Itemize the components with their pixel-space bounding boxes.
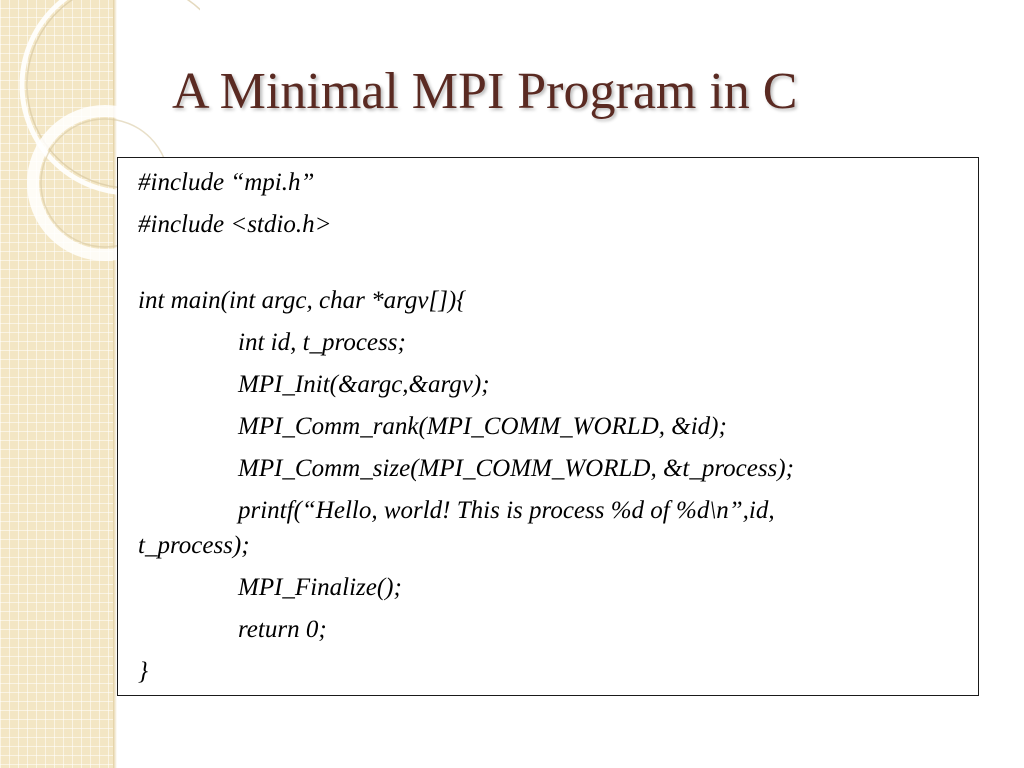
code-line: #include <stdio.h> — [138, 211, 332, 238]
code-line: MPI_Finalize(); — [238, 574, 402, 601]
code-line: return 0; — [238, 616, 327, 643]
code-line: printf(“Hello, world! This is process %d of %d\n”,id, — [238, 497, 775, 524]
code-line: } — [138, 658, 148, 685]
code-line: MPI_Comm_rank(MPI_COMM_WORLD, &id); — [238, 413, 727, 440]
code-line: int id, t_process; — [238, 329, 406, 356]
code-line: #include “mpi.h” — [138, 169, 315, 196]
slide-title: A Minimal MPI Program in C — [172, 63, 798, 120]
code-line: MPI_Comm_size(MPI_COMM_WORLD, &t_process); — [238, 455, 794, 482]
code-line: int main(int argc, char *argv[]){ — [138, 287, 467, 314]
code-line: t_process); — [138, 532, 250, 559]
code-line: MPI_Init(&argc,&argv); — [238, 371, 490, 398]
